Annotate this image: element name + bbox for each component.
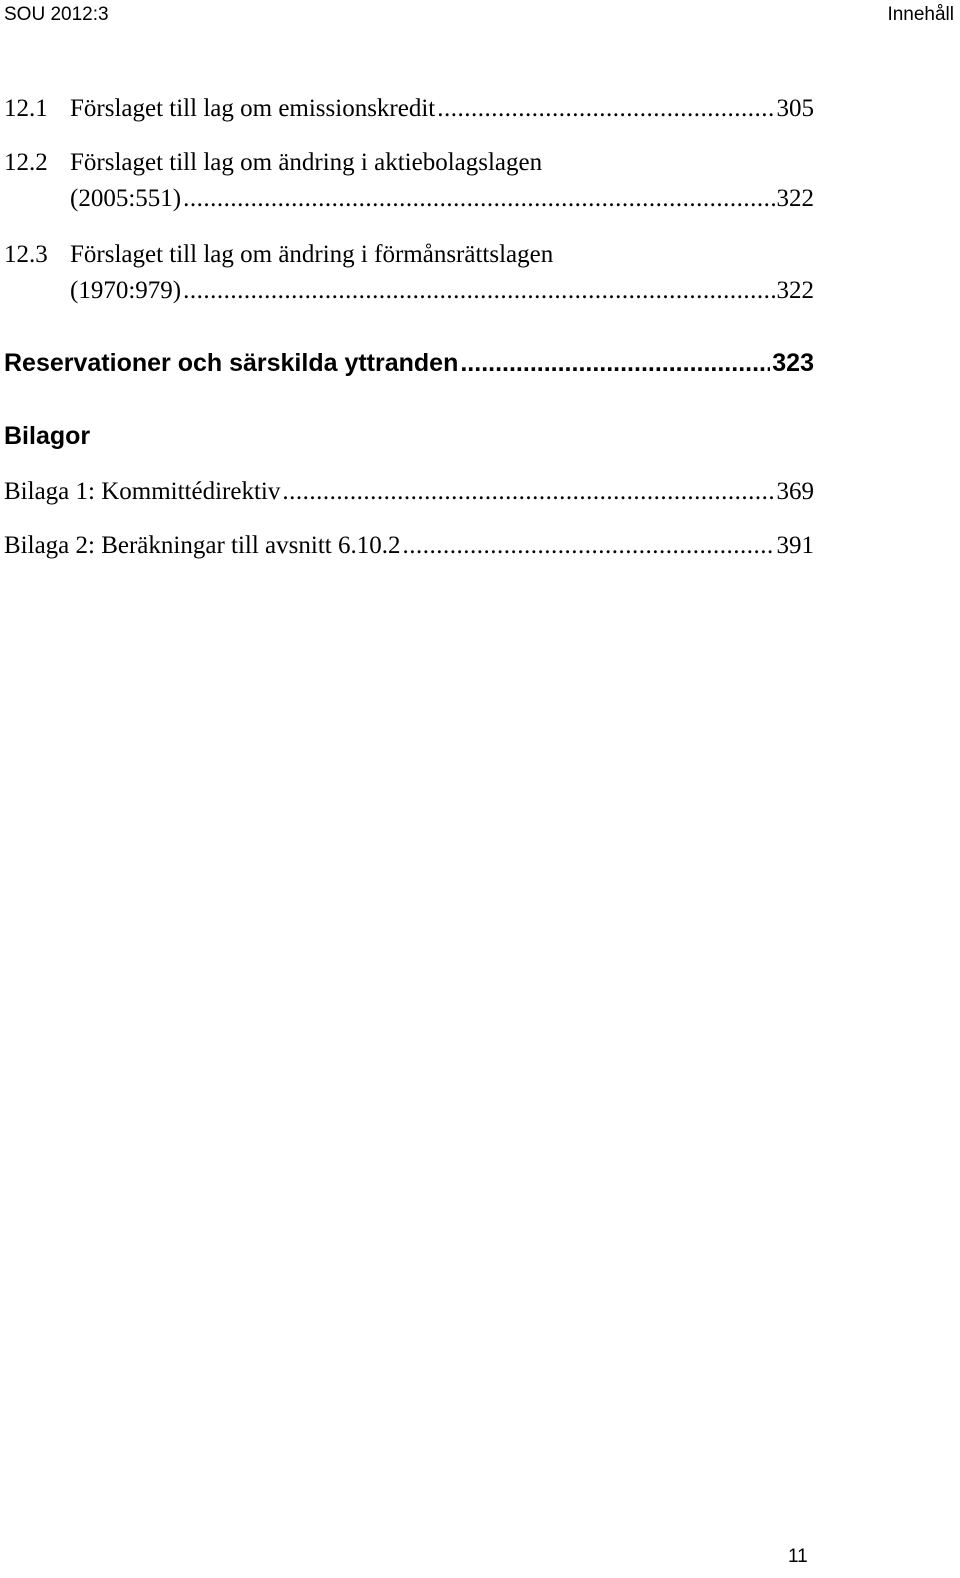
dot-leader (183, 181, 774, 217)
toc-appendix-page: 391 (776, 532, 814, 559)
toc-entry-page: 305 (776, 95, 814, 122)
toc-appendix-title: Bilaga 1: Kommittédirektiv (4, 478, 281, 505)
toc-entry-title-continued: (2005:551) (70, 185, 182, 212)
toc-section-title: Reservationer och särskilda yttranden (4, 349, 459, 377)
dot-leader (437, 91, 774, 127)
toc-entry-page: 322 (776, 185, 814, 212)
running-header (4, 3, 954, 27)
toc-entry-number: 12.2 (4, 149, 48, 176)
toc-entry-title: Förslaget till lag om ändring i förmånsrättslagen (70, 241, 554, 268)
toc-entry-title: Förslaget till lag om ändring i aktiebolagslagen (70, 149, 543, 176)
section-label: Innehåll (887, 4, 954, 25)
toc-entry-title-continued: (1970:979) (70, 277, 182, 304)
toc-entry-title: Förslaget till lag om emissionskredit (70, 95, 436, 122)
toc-entry-number: 12.1 (4, 95, 48, 122)
toc-entry-number: 12.3 (4, 241, 48, 268)
document-reference: SOU 2012:3 (4, 4, 109, 25)
dot-leader (460, 345, 770, 381)
toc-appendices-heading (4, 418, 814, 454)
appendices-heading-text: Bilagor (4, 422, 91, 450)
dot-leader (282, 474, 774, 510)
toc-appendix-page: 369 (776, 478, 814, 505)
page-number: 11 (788, 1546, 808, 1567)
toc-appendix-title: Bilaga 2: Beräkningar till avsnitt 6.10.2 (4, 532, 401, 559)
dot-leader (183, 273, 774, 309)
toc-entry-page: 322 (776, 277, 814, 304)
toc-section-reservations[interactable] (4, 345, 814, 381)
toc-section-page: 323 (772, 349, 814, 377)
dot-leader (402, 528, 774, 564)
